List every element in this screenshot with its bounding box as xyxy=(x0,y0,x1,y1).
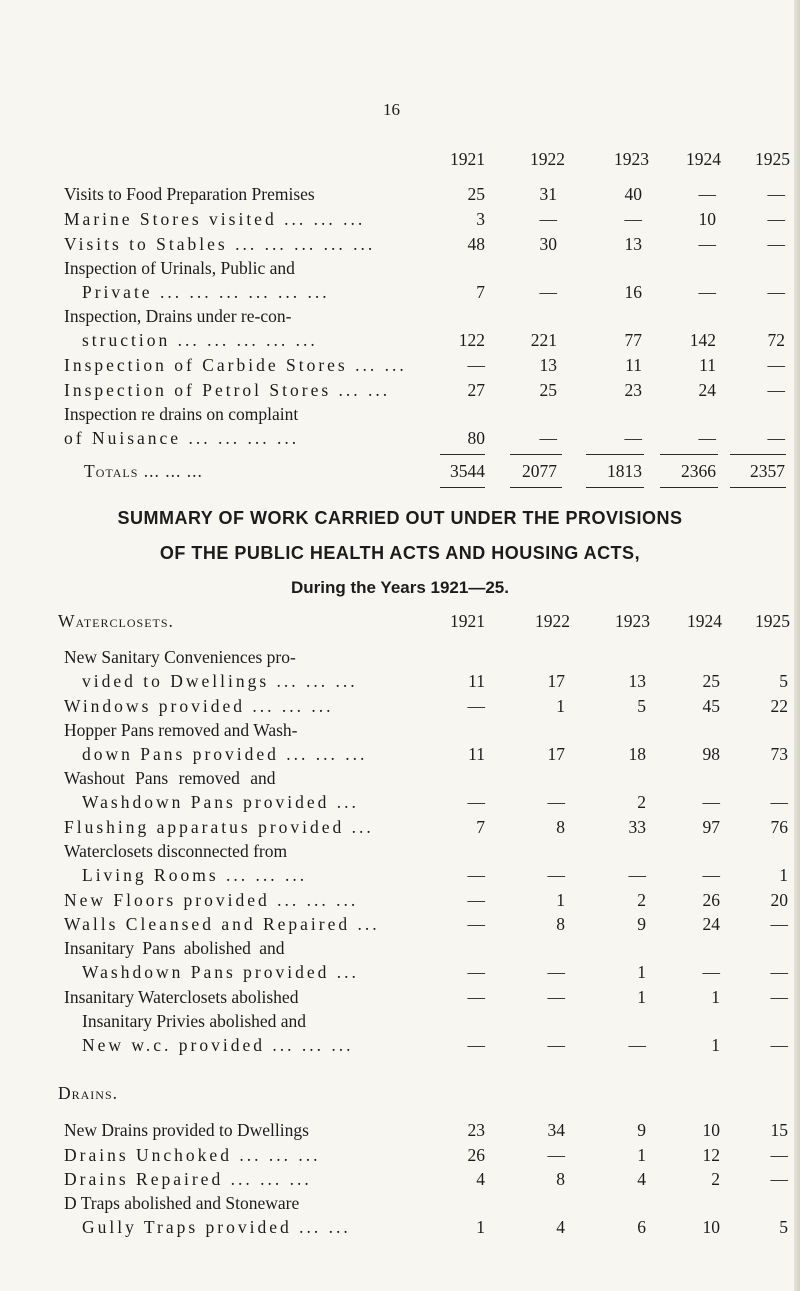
cell-value: 24 xyxy=(698,380,716,400)
total-value: 2077 xyxy=(522,461,557,481)
cell-value: 17 xyxy=(547,671,565,691)
row-label: Inspection re drains on complaint xyxy=(64,404,299,424)
cell-value: — xyxy=(467,865,485,885)
cell-value: 5 xyxy=(779,671,788,691)
table-row xyxy=(0,718,800,742)
cell-value: 4 xyxy=(556,1217,565,1237)
cell-value: 3 xyxy=(476,209,485,229)
row-label: vided to Dwellings ... ... ... xyxy=(82,671,358,691)
table-row xyxy=(0,863,800,887)
cell-value: — xyxy=(547,987,565,1007)
cell-value: 8 xyxy=(556,1169,565,1189)
cell-value: 76 xyxy=(770,817,788,837)
cell-value: 2 xyxy=(711,1169,720,1189)
cell-value: 10 xyxy=(698,209,716,229)
cell-value: 25 xyxy=(467,184,485,204)
cell-value: 12 xyxy=(702,1145,720,1165)
cell-value: 48 xyxy=(467,234,485,254)
cell-value: — xyxy=(547,1145,565,1165)
table-row xyxy=(0,304,800,328)
cell-value: 1 xyxy=(637,987,646,1007)
cell-value: 2 xyxy=(637,792,646,812)
cell-value: 5 xyxy=(637,696,646,716)
cell-value: — xyxy=(467,987,485,1007)
year-header: 1924 xyxy=(687,611,722,631)
table-row xyxy=(0,1143,800,1167)
row-label: struction ... ... ... ... ... xyxy=(82,330,318,350)
table-row xyxy=(0,280,800,304)
cell-value: — xyxy=(702,792,720,812)
cell-value: — xyxy=(467,1035,485,1055)
table-row xyxy=(0,1118,800,1142)
year-header: 1921 xyxy=(450,149,485,169)
summary-heading: OF THE PUBLIC HEALTH ACTS AND HOUSING ACTS, xyxy=(159,543,641,563)
cell-value: — xyxy=(767,355,785,375)
cell-value: — xyxy=(624,209,642,229)
cell-value: 7 xyxy=(476,282,485,302)
table-row xyxy=(0,912,800,936)
cell-value: 8 xyxy=(556,914,565,934)
cell-value: 9 xyxy=(637,914,646,934)
table-row xyxy=(0,839,800,863)
total-rule xyxy=(730,454,786,455)
table-row xyxy=(0,888,800,912)
cell-value: — xyxy=(698,234,716,254)
cell-value: 1 xyxy=(476,1217,485,1237)
cell-value: 77 xyxy=(624,330,642,350)
cell-value: 11 xyxy=(699,355,716,375)
cell-value: — xyxy=(539,282,557,302)
table-row xyxy=(0,353,800,377)
row-label: Private ... ... ... ... ... ... xyxy=(82,282,330,302)
cell-value: 23 xyxy=(624,380,642,400)
table-row xyxy=(0,815,800,839)
row-label: Living Rooms ... ... ... xyxy=(82,865,308,885)
cell-value: 26 xyxy=(467,1145,485,1165)
cell-value: 45 xyxy=(702,696,720,716)
cell-value: 17 xyxy=(547,744,565,764)
cell-value: — xyxy=(539,428,557,448)
row-label: New Sanitary Conveniences pro- xyxy=(64,647,296,667)
row-label: down Pans provided ... ... ... xyxy=(82,744,368,764)
cell-value: 15 xyxy=(770,1120,788,1140)
cell-value: — xyxy=(539,209,557,229)
table-row xyxy=(0,985,800,1009)
total-rule xyxy=(730,487,786,488)
cell-value: — xyxy=(467,962,485,982)
cell-value: 33 xyxy=(628,817,646,837)
row-label: Visits to Food Preparation Premises xyxy=(64,184,315,204)
row-label: Insanitary Pans abolished and xyxy=(64,938,285,958)
summary-subheading: During the Years 1921—25. xyxy=(291,578,509,597)
cell-value: 97 xyxy=(702,817,720,837)
row-label: Washout Pans removed and xyxy=(64,768,276,788)
cell-value: — xyxy=(767,380,785,400)
cell-value: 122 xyxy=(458,330,485,350)
cell-value: 9 xyxy=(637,1120,646,1140)
row-label: Inspection of Carbide Stores ... ... xyxy=(64,355,407,375)
table-row xyxy=(0,1009,800,1033)
cell-value: 1 xyxy=(556,890,565,910)
year-header: 1922 xyxy=(530,149,565,169)
cell-value: 24 xyxy=(702,914,720,934)
row-label: Marine Stores visited ... ... ... xyxy=(64,209,366,229)
cell-value: — xyxy=(767,234,785,254)
table-row xyxy=(0,1167,800,1191)
table-row xyxy=(0,669,800,693)
cell-value: 1 xyxy=(637,962,646,982)
cell-value: — xyxy=(698,428,716,448)
row-label: Washdown Pans provided ... xyxy=(82,792,359,812)
row-label: Flushing apparatus provided ... xyxy=(64,817,374,837)
cell-value: — xyxy=(547,1035,565,1055)
total-value: 3544 xyxy=(450,461,485,481)
cell-value: — xyxy=(467,890,485,910)
cell-value: — xyxy=(624,428,642,448)
row-label: New Drains provided to Dwellings xyxy=(64,1120,309,1140)
cell-value: 98 xyxy=(702,744,720,764)
year-header: 1923 xyxy=(614,149,649,169)
cell-value: 6 xyxy=(637,1217,646,1237)
table-row xyxy=(0,328,800,352)
cell-value: — xyxy=(547,865,565,885)
total-rule xyxy=(660,487,718,488)
row-label: Hopper Pans removed and Wash- xyxy=(64,720,298,740)
cell-value: — xyxy=(770,1035,788,1055)
page-number: 16 xyxy=(383,100,400,119)
cell-value: — xyxy=(770,792,788,812)
cell-value: 142 xyxy=(689,330,716,350)
section-title: Waterclosets. xyxy=(58,611,174,631)
table-row xyxy=(0,402,800,426)
cell-value: — xyxy=(698,282,716,302)
cell-value: — xyxy=(770,962,788,982)
table2-header xyxy=(0,609,800,633)
cell-value: 30 xyxy=(539,234,557,254)
total-rule xyxy=(510,454,562,455)
cell-value: — xyxy=(698,184,716,204)
cell-value: 31 xyxy=(539,184,557,204)
year-header: 1922 xyxy=(535,611,570,631)
total-rule xyxy=(510,487,562,488)
row-label: Inspection of Urinals, Public and xyxy=(64,258,295,278)
cell-value: 2 xyxy=(637,890,646,910)
cell-value: — xyxy=(628,1035,646,1055)
cell-value: 16 xyxy=(624,282,642,302)
table-row xyxy=(0,1215,800,1239)
cell-value: — xyxy=(770,1169,788,1189)
cell-value: 8 xyxy=(556,817,565,837)
cell-value: 7 xyxy=(476,817,485,837)
cell-value: 4 xyxy=(637,1169,646,1189)
row-label: Inspection of Petrol Stores ... ... xyxy=(64,380,391,400)
cell-value: 73 xyxy=(770,744,788,764)
total-rule xyxy=(586,454,644,455)
cell-value: — xyxy=(767,428,785,448)
cell-value: — xyxy=(628,865,646,885)
cell-value: 25 xyxy=(539,380,557,400)
cell-value: 27 xyxy=(467,380,485,400)
row-label: Drains Unchoked ... ... ... xyxy=(64,1145,321,1165)
year-header: 1925 xyxy=(755,149,790,169)
cell-value: 11 xyxy=(468,744,485,764)
table-row xyxy=(0,742,800,766)
cell-value: 11 xyxy=(625,355,642,375)
year-header: 1921 xyxy=(450,611,485,631)
cell-value: 13 xyxy=(539,355,557,375)
row-label: Visits to Stables ... ... ... ... ... xyxy=(64,234,376,254)
cell-value: — xyxy=(467,355,485,375)
cell-value: 26 xyxy=(702,890,720,910)
cell-value: — xyxy=(702,865,720,885)
row-label: Drains Repaired ... ... ... xyxy=(64,1169,312,1189)
cell-value: — xyxy=(467,696,485,716)
cell-value: 13 xyxy=(624,234,642,254)
cell-value: 221 xyxy=(530,330,557,350)
row-label: D Traps abolished and Stoneware xyxy=(64,1193,300,1213)
cell-value: 1 xyxy=(711,1035,720,1055)
cell-value: — xyxy=(547,962,565,982)
cell-value: 20 xyxy=(770,890,788,910)
cell-value: 1 xyxy=(779,865,788,885)
drains-header xyxy=(0,1081,800,1105)
page-edge xyxy=(794,0,800,1291)
cell-value: 34 xyxy=(547,1120,565,1140)
row-label: Inspection, Drains under re-con- xyxy=(64,306,292,326)
cell-value: 22 xyxy=(770,696,788,716)
cell-value: — xyxy=(770,987,788,1007)
cell-value: 10 xyxy=(702,1217,720,1237)
year-header: 1924 xyxy=(686,149,721,169)
year-header: 1925 xyxy=(755,611,790,631)
table-row xyxy=(0,426,800,450)
row-label: Windows provided ... ... ... xyxy=(64,696,334,716)
cell-value: — xyxy=(702,962,720,982)
cell-value: 18 xyxy=(628,744,646,764)
total-rule xyxy=(586,487,644,488)
total-rule xyxy=(660,454,718,455)
total-rule xyxy=(440,487,485,488)
table-row xyxy=(0,936,800,960)
summary-heading: SUMMARY OF WORK CARRIED OUT UNDER THE PROVISIONS xyxy=(117,508,683,528)
cell-value: 72 xyxy=(767,330,785,350)
cell-value: — xyxy=(767,184,785,204)
cell-value: 23 xyxy=(467,1120,485,1140)
table-row xyxy=(0,182,800,206)
cell-value: — xyxy=(767,282,785,302)
table-row xyxy=(0,790,800,814)
row-label: of Nuisance ... ... ... ... xyxy=(64,428,300,448)
cell-value: 4 xyxy=(476,1169,485,1189)
table-row xyxy=(0,694,800,718)
table-row xyxy=(0,1191,800,1215)
row-label: Insanitary Waterclosets abolished xyxy=(64,987,299,1007)
row-label: New Floors provided ... ... ... xyxy=(64,890,359,910)
table-row xyxy=(0,378,800,402)
table-row xyxy=(0,960,800,984)
cell-value: 5 xyxy=(779,1217,788,1237)
row-label: Walls Cleansed and Repaired ... xyxy=(64,914,380,934)
section-title: Drains. xyxy=(58,1083,119,1103)
cell-value: 11 xyxy=(468,671,485,691)
row-label: Waterclosets disconnected from xyxy=(64,841,288,861)
total-value: 2366 xyxy=(681,461,716,481)
totals-row xyxy=(0,459,800,483)
cell-value: 13 xyxy=(628,671,646,691)
cell-value: 1 xyxy=(637,1145,646,1165)
cell-value: — xyxy=(467,914,485,934)
cell-value: — xyxy=(767,209,785,229)
total-rule xyxy=(440,454,485,455)
row-label: New w.c. provided ... ... ... xyxy=(82,1035,354,1055)
cell-value: — xyxy=(547,792,565,812)
table-row xyxy=(0,256,800,280)
cell-value: — xyxy=(770,914,788,934)
table-row xyxy=(0,766,800,790)
cell-value: 80 xyxy=(467,428,485,448)
totals-label: Totals ... ... ... xyxy=(84,461,203,481)
total-value: 2357 xyxy=(750,461,785,481)
cell-value: 1 xyxy=(711,987,720,1007)
table-row xyxy=(0,232,800,256)
cell-value: 10 xyxy=(702,1120,720,1140)
cell-value: — xyxy=(770,1145,788,1165)
table-row xyxy=(0,645,800,669)
cell-value: 1 xyxy=(556,696,565,716)
row-label: Washdown Pans provided ... xyxy=(82,962,359,982)
cell-value: 25 xyxy=(702,671,720,691)
row-label: Gully Traps provided ... ... xyxy=(82,1217,351,1237)
cell-value: 40 xyxy=(624,184,642,204)
row-label: Insanitary Privies abolished and xyxy=(82,1011,307,1031)
table-row xyxy=(0,1033,800,1057)
year-header: 1923 xyxy=(615,611,650,631)
total-value: 1813 xyxy=(607,461,642,481)
cell-value: — xyxy=(467,792,485,812)
table-row xyxy=(0,207,800,231)
